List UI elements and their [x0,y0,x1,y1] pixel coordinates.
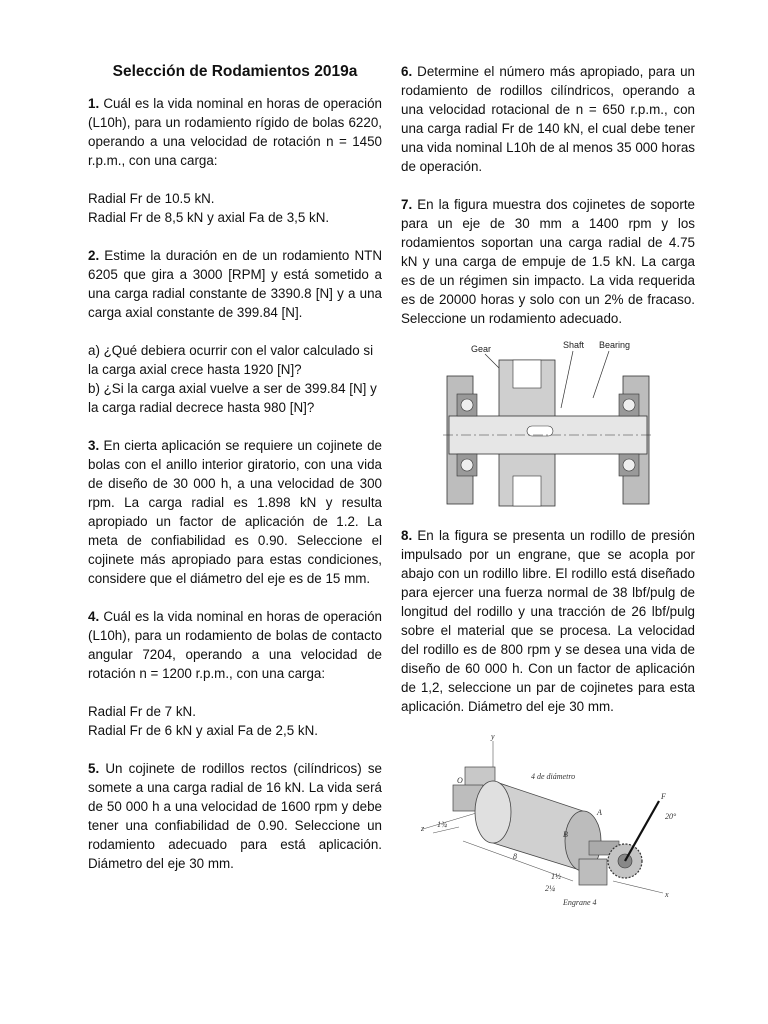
problem-1 [88,94,382,170]
ball-icon [461,399,473,411]
dim-1: 1¾ [437,820,447,829]
load-line: Radial Fr de 7 kN. [88,704,196,719]
page-title: Selección de Rodamientos 2019a [112,63,358,80]
problem-8 [401,526,695,716]
problem-number: 6. [401,64,413,79]
problem-number: 8. [401,528,413,543]
axis-x: x [665,890,669,899]
axis-z: z [421,824,425,833]
problem-number: 3. [88,438,100,453]
bearing-label: Bearing [599,340,631,350]
diameter-label: 4 de diámetro [531,772,576,781]
problem-2-questions [88,341,382,417]
axis-y: y [491,732,495,741]
shaft-bearing-figure [443,338,653,508]
ball-icon [623,459,635,471]
dim-2: 1½ [551,872,561,881]
load-line: Radial Fr de 10.5 kN. [88,191,215,206]
point-b: B [563,830,568,839]
problem-number: 5. [88,761,100,776]
bearing-block-b [579,859,607,885]
problem-text: Un cojinete de rodillos rectos (cilíndricos) se somete a una carga radial de 16 kN. La vida será de 50 000 h a una velocidad de 1600 rpm y debe tener una confiabilidad de 0.90. Seleccione un rodamiento adecuado para está aplicación. Diámetro del eje 30 mm. [88,761,382,871]
load-line: Radial Fr de 6 kN y axial Fa de 2,5 kN. [88,723,318,738]
problem-1-loads [88,189,382,227]
angle-label: 20° [665,812,677,821]
dim-8: 8 [513,852,517,861]
problem-number: 2. [88,248,100,263]
problem-text: Estime la duración en de un rodamiento NTN 6205 que gira a 3000 [RPM] y está sometido a una carga radial constante de 3390.8 [N] y a una carga axial constante de 399.84 [N]. [88,248,382,320]
problem-4-loads [88,702,382,740]
question-a: a) ¿Qué debiera ocurrir con el valor calculado si la carga axial crece hasta 1920 [N]? [88,343,374,377]
problem-6 [401,62,695,176]
problem-5 [88,759,382,873]
pressure-roller-figure [413,731,683,911]
ball-icon [461,459,473,471]
problem-text: En cierta aplicación se requiere un cojinete de bolas con el anillo interior giratorio, con una vida de diseño de 30 000 h, a una velocidad de 300 rpm. La carga radial es 1.898 kN y resulta apropiado un factor de aplicación de 1.2. La meta de confiabilidad es 0.90. Seleccione el cojinete más apropiado para estas condiciones, considere que el diámetro del eje es de 15 mm. [88,438,382,586]
load-line: Radial Fr de 8,5 kN y axial Fa de 3,5 kN. [88,210,330,225]
problem-3 [88,436,382,588]
problem-number: 7. [401,197,413,212]
point-o: O [457,776,463,785]
problem-text: En la figura muestra dos cojinetes de soporte para un eje de 30 mm a 1400 rpm y los rodamientos soportan una carga radial de 4.75 kN y una carga de empuje de 1.5 kN. La carga es de un régimen sin impacto. La vida requerida es de 20000 horas y solo con un 2% de fracaso. Seleccione un rodamiento adecuado. [401,197,695,326]
problem-text: Cuál es la vida nominal en horas de operación (L10h), para un rodamiento de bolas de contacto angular 7204, operando a una velocidad de rotación n = 1200 r.p.m., con una carga: [88,609,382,681]
dim-3: 2¼ [545,884,555,893]
problem-4 [88,607,382,683]
keyway [527,426,553,436]
left-column [88,62,382,873]
right-column [401,62,695,911]
point-f: F [661,792,666,801]
gear-caption: Engrane 4 [563,898,597,907]
problem-text: Determine el número más apropiado, para un rodamiento de rodillos cilíndricos, operando a una velocidad rotacional de n = 650 r.p.m., con una carga radial Fr de 140 kN, el cual debe tener una vida nominal L10h de al menos 35 000 horas de operación. [401,64,695,174]
problem-2 [88,246,382,322]
gear-label: Gear [471,344,492,354]
question-b: b) ¿Si la carga axial vuelve a ser de 399.84 [N] y la carga radial decrece hasta 980 [N]? [88,381,377,415]
problem-7 [401,195,695,328]
problem-number: 4. [88,609,100,624]
problem-number: 1. [88,96,100,111]
problem-text: En la figura se presenta un rodillo de presión impulsado por un engrane, que se acopla por abajo con un rodillo libre. El rodillo está diseñado para ejercer una fuerza normal de 38 lbf/pulg de longitud del rodillo y una tracción de 26 lbf/pulg sobre el material que se procesa. La velocidad del rodillo es de 800 rpm y se desea una vida de diseño de 60 000 h. Con un factor de aplicación de 1,2, seleccione un par de cojinetes para esta aplicación. Diámetro del eje 30 mm. [401,528,695,714]
problem-text: Cuál es la vida nominal en horas de operación (L10h), para un rodamiento rígido de bolas 6220, operando a una velocidad de rotación n = 1450 r.p.m., con una carga: [88,96,382,168]
force-arrow [625,801,659,861]
shaft-label: Shaft [563,340,585,350]
point-a: A [597,808,602,817]
ball-icon [623,399,635,411]
